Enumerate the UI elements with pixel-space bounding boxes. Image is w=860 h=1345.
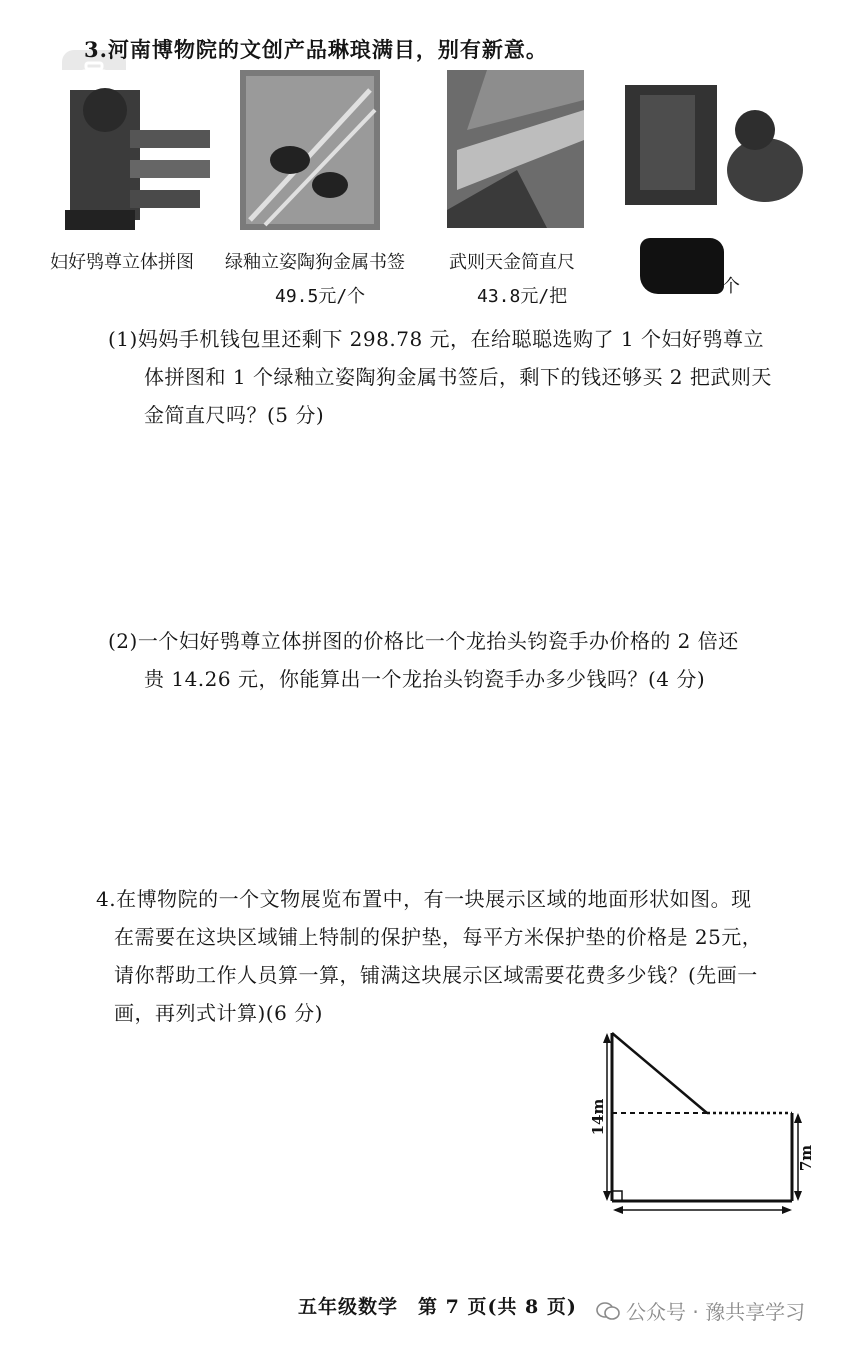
product-image-bookmark (240, 70, 380, 230)
wechat-icon (596, 1301, 620, 1321)
part-2-line-2: 贵 14.26 元，你能算出一个龙抬头钧瓷手办多少钱吗？(4 分) (144, 667, 706, 691)
product-caption-1: 妇好鸮尊立体拼图 (50, 252, 194, 273)
question-4-line-4: 画，再列式计算)(6 分) (114, 1001, 323, 1025)
question-3-part-2 (108, 622, 739, 698)
question-3-part-1 (108, 320, 772, 434)
question-4-text (96, 880, 762, 1032)
question-4-line-2: 在需要在这块区域铺上特制的保护垫，每平方米保护垫的价格是 25元， (114, 925, 763, 949)
product-image-ruler (447, 70, 584, 228)
part-1-line-1: (1)妈妈手机钱包里还剩下 298.78 元，在给聪聪选购了 1 个妇好鸮尊立 (108, 327, 764, 351)
product-price-4: 个 (722, 276, 740, 297)
right-dim-arrow-top (794, 1113, 802, 1123)
question-3-title: 3.河南博物院的文创产品琳琅满目，别有新意。 (84, 37, 548, 62)
product-caption-2: 绿釉立姿陶狗金属书签 (225, 252, 405, 273)
right-dimension-label: 7m (797, 1144, 815, 1172)
question-4-line-1: 4.在博物院的一个文物展览布置中，有一块展示区域的地面形状如图。现 (96, 887, 752, 911)
part-1-line-3: 金简直尺吗？(5 分) (144, 403, 325, 427)
product-price-3: 43.8元/把 (477, 286, 568, 307)
floor-shape-svg (585, 1025, 825, 1225)
watermark-text: 公众号 · 豫共享学习 (626, 1300, 806, 1324)
question-4-line-3: 请你帮助工作人员算一算，铺满这块展示区域需要花费多少钱？(先画一 (114, 963, 758, 987)
watermark (596, 1296, 805, 1325)
product-price-2: 49.5元/个 (275, 286, 366, 307)
redaction-blot (640, 238, 724, 294)
left-dimension-label: 14m (589, 1098, 607, 1136)
product-caption-3: 武则天金简直尺 (449, 252, 575, 273)
part-1-line-2: 体拼图和 1 个绿釉立姿陶狗金属书签后，剩下的钱还够买 2 把武则天 (144, 365, 772, 389)
bottom-dim-arrow-right (782, 1206, 792, 1214)
bottom-dim-arrow-left (613, 1206, 623, 1214)
product-image-dragon-figure (620, 70, 810, 220)
left-dim-arrow-bottom (603, 1191, 611, 1201)
left-dim-arrow-top (603, 1033, 611, 1043)
floor-shape-figure (585, 1025, 825, 1225)
product-image-owl-zun-puzzle (60, 70, 210, 238)
slanted-edge (612, 1033, 707, 1113)
part-2-line-1: (2)一个妇好鸮尊立体拼图的价格比一个龙抬头钧瓷手办价格的 2 倍还 (108, 629, 739, 653)
page-footer: 五年级数学 第 7 页(共 8 页) (298, 1296, 577, 1318)
right-dim-arrow-bottom (794, 1191, 802, 1201)
